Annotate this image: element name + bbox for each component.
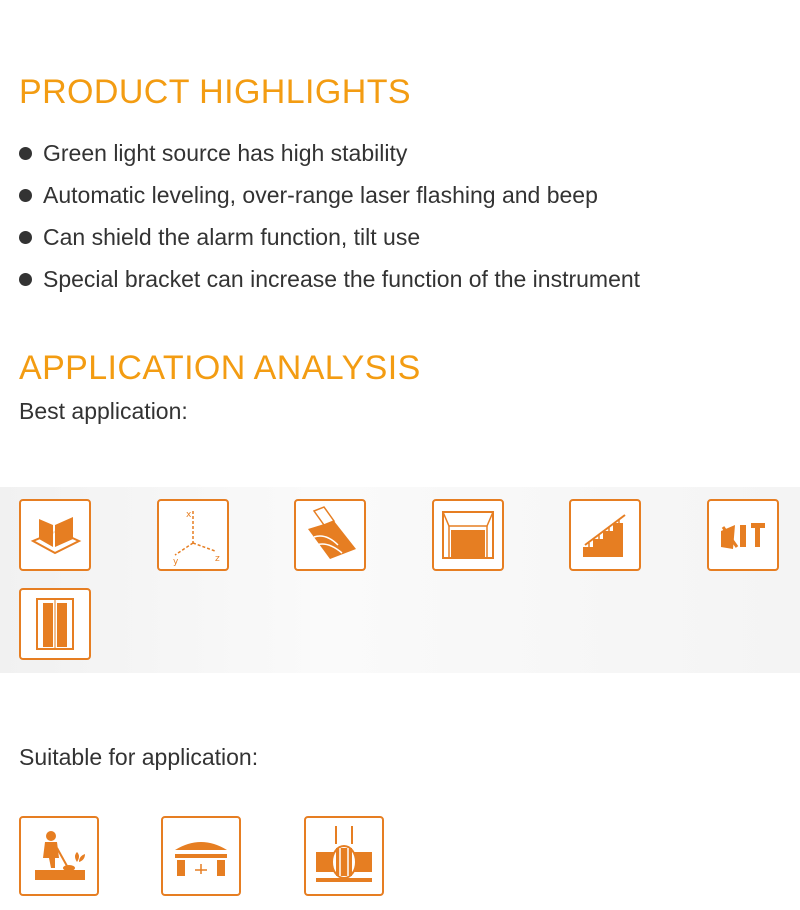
list-item: Automatic leveling, over-range laser flashing and beep: [19, 174, 640, 216]
svg-text:z: z: [215, 554, 220, 564]
best-application-label: Best application:: [19, 398, 188, 424]
bullet-icon: [19, 231, 32, 244]
door-frame-icon: [19, 588, 91, 660]
svg-text:x: x: [186, 510, 192, 520]
xyz-axes-icon: [157, 499, 229, 571]
tile-layout-icon: [707, 499, 779, 571]
roof-structure-icon: [161, 816, 241, 896]
list-item: Special bracket can increase the function of the instrument: [19, 258, 640, 300]
list-item: Green light source has high stability: [19, 132, 640, 174]
gardening-worker-icon: [19, 816, 99, 896]
list-item: Can shield the alarm function, tilt use: [19, 216, 640, 258]
staircase-icon: [569, 499, 641, 571]
best-application-band: [0, 487, 800, 673]
bullet-icon: [19, 147, 32, 160]
svg-text:y: y: [173, 557, 179, 567]
ceiling-room-icon: [432, 499, 504, 571]
pipe-installation-icon: [304, 816, 384, 896]
suitable-application-label: Suitable for application:: [19, 744, 259, 770]
application-analysis-title: APPLICATION ANALYSIS: [19, 349, 421, 387]
bullet-icon: [19, 273, 32, 286]
bullet-icon: [19, 189, 32, 202]
highlights-list: [19, 132, 640, 300]
floor-corner-icon: [19, 499, 91, 571]
wood-beam-icon: [294, 499, 366, 571]
product-highlights-title: PRODUCT HIGHLIGHTS: [19, 73, 411, 111]
